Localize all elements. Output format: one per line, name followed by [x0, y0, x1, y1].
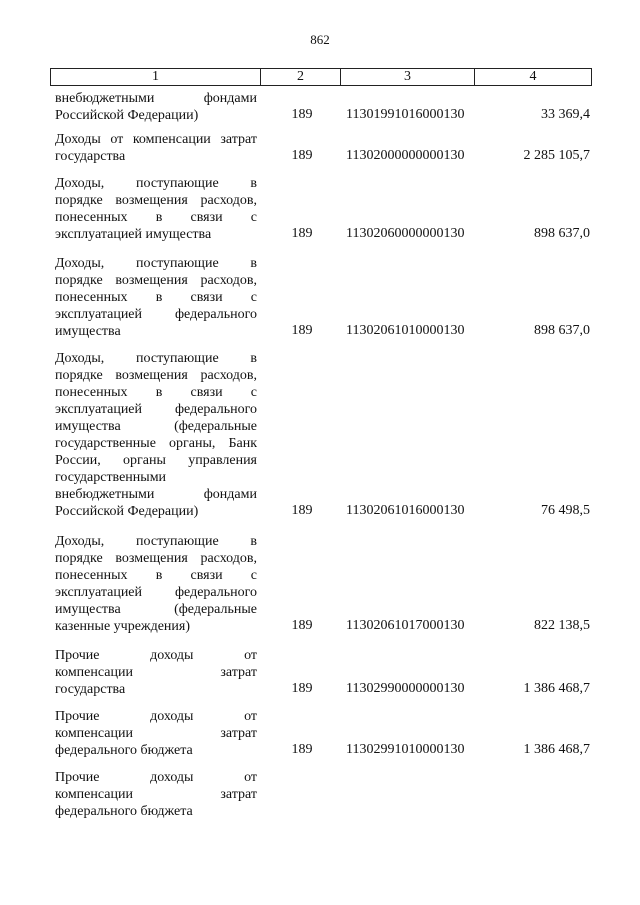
header-col-4: 4: [529, 69, 537, 84]
description-line: Доходы, поступающие в: [55, 176, 257, 191]
description-line: компенсации затрат: [55, 787, 257, 802]
row-description: [55, 708, 257, 759]
description-line: внебюджетными фондами: [55, 487, 257, 502]
row-code: 189: [291, 226, 313, 241]
row-amount: 1 386 468,7: [523, 742, 590, 757]
row-code: 189: [291, 148, 313, 163]
table-header: [50, 68, 592, 86]
description-line: Прочие доходы от: [55, 770, 257, 785]
description-line: Российской Федерации): [55, 504, 199, 519]
row-description: [55, 131, 257, 165]
row-description: [55, 255, 257, 340]
description-line: понесенных в связи с: [55, 385, 257, 400]
page-number: 862: [310, 32, 330, 47]
description-line: понесенных в связи с: [55, 210, 257, 225]
row-description: [55, 769, 257, 820]
description-line: внебюджетными фондами: [55, 91, 257, 106]
description-line: порядке возмещения расходов,: [55, 368, 257, 383]
header-col-3: 3: [341, 69, 475, 85]
row-amount: 2 285 105,7: [523, 148, 590, 163]
row-kbk: 11302990000000130: [346, 681, 465, 696]
description-line: федерального бюджета: [55, 743, 193, 758]
description-line: Прочие доходы от: [55, 709, 257, 724]
row-amount: 76 498,5: [541, 503, 590, 518]
description-line: эксплуатацией имущества: [55, 227, 212, 242]
description-line: России, органы управления: [55, 453, 257, 468]
description-line: имущества (федеральные: [55, 419, 257, 434]
row-amount: 898 637,0: [534, 226, 590, 241]
description-line: Доходы, поступающие в: [55, 256, 257, 271]
row-amount: 1 386 468,7: [523, 681, 590, 696]
row-description: [55, 175, 257, 243]
row-code: 189: [291, 323, 313, 338]
description-line: государственными: [55, 470, 167, 485]
description-line: Российской Федерации): [55, 108, 199, 123]
row-code: 189: [291, 681, 313, 696]
description-line: компенсации затрат: [55, 665, 257, 680]
row-code: 189: [291, 107, 313, 122]
description-line: государства: [55, 149, 126, 164]
row-amount: 898 637,0: [534, 323, 590, 338]
description-line: компенсации затрат: [55, 726, 257, 741]
row-kbk: 11302991010000130: [346, 742, 465, 757]
description-line: имущества (федеральные: [55, 602, 257, 617]
description-line: эксплуатацией федерального: [55, 307, 257, 322]
description-line: Прочие доходы от: [55, 648, 257, 663]
description-line: имущества: [55, 324, 121, 339]
description-line: понесенных в связи с: [55, 568, 257, 583]
row-kbk: 11302061017000130: [346, 618, 465, 633]
row-amount: 33 369,4: [541, 107, 590, 122]
description-line: государственные органы, Банк: [55, 436, 257, 451]
row-kbk: 11302060000000130: [346, 226, 465, 241]
description-line: государства: [55, 682, 126, 697]
row-description: [55, 647, 257, 698]
description-line: порядке возмещения расходов,: [55, 273, 257, 288]
row-description: [55, 350, 257, 520]
description-line: Доходы от компенсации затрат: [55, 132, 257, 147]
description-line: понесенных в связи с: [55, 290, 257, 305]
row-kbk: 11301991016000130: [346, 107, 465, 122]
row-amount: 822 138,5: [534, 618, 590, 633]
row-description: [55, 90, 257, 124]
header-col-2: 2: [261, 69, 341, 85]
row-code: 189: [291, 742, 313, 757]
description-line: Доходы, поступающие в: [55, 351, 257, 366]
row-code: 189: [291, 618, 313, 633]
description-line: эксплуатацией федерального: [55, 585, 257, 600]
row-kbk: 11302061016000130: [346, 503, 465, 518]
header-col-1: 1: [51, 69, 261, 85]
description-line: порядке возмещения расходов,: [55, 193, 257, 208]
row-kbk: 11302000000000130: [346, 148, 465, 163]
row-kbk: 11302061010000130: [346, 323, 465, 338]
row-description: [55, 533, 257, 635]
description-line: казенные учреждения): [55, 619, 191, 634]
description-line: эксплуатацией федерального: [55, 402, 257, 417]
row-code: 189: [291, 503, 313, 518]
description-line: порядке возмещения расходов,: [55, 551, 257, 566]
description-line: федерального бюджета: [55, 804, 193, 819]
description-line: Доходы, поступающие в: [55, 534, 257, 549]
